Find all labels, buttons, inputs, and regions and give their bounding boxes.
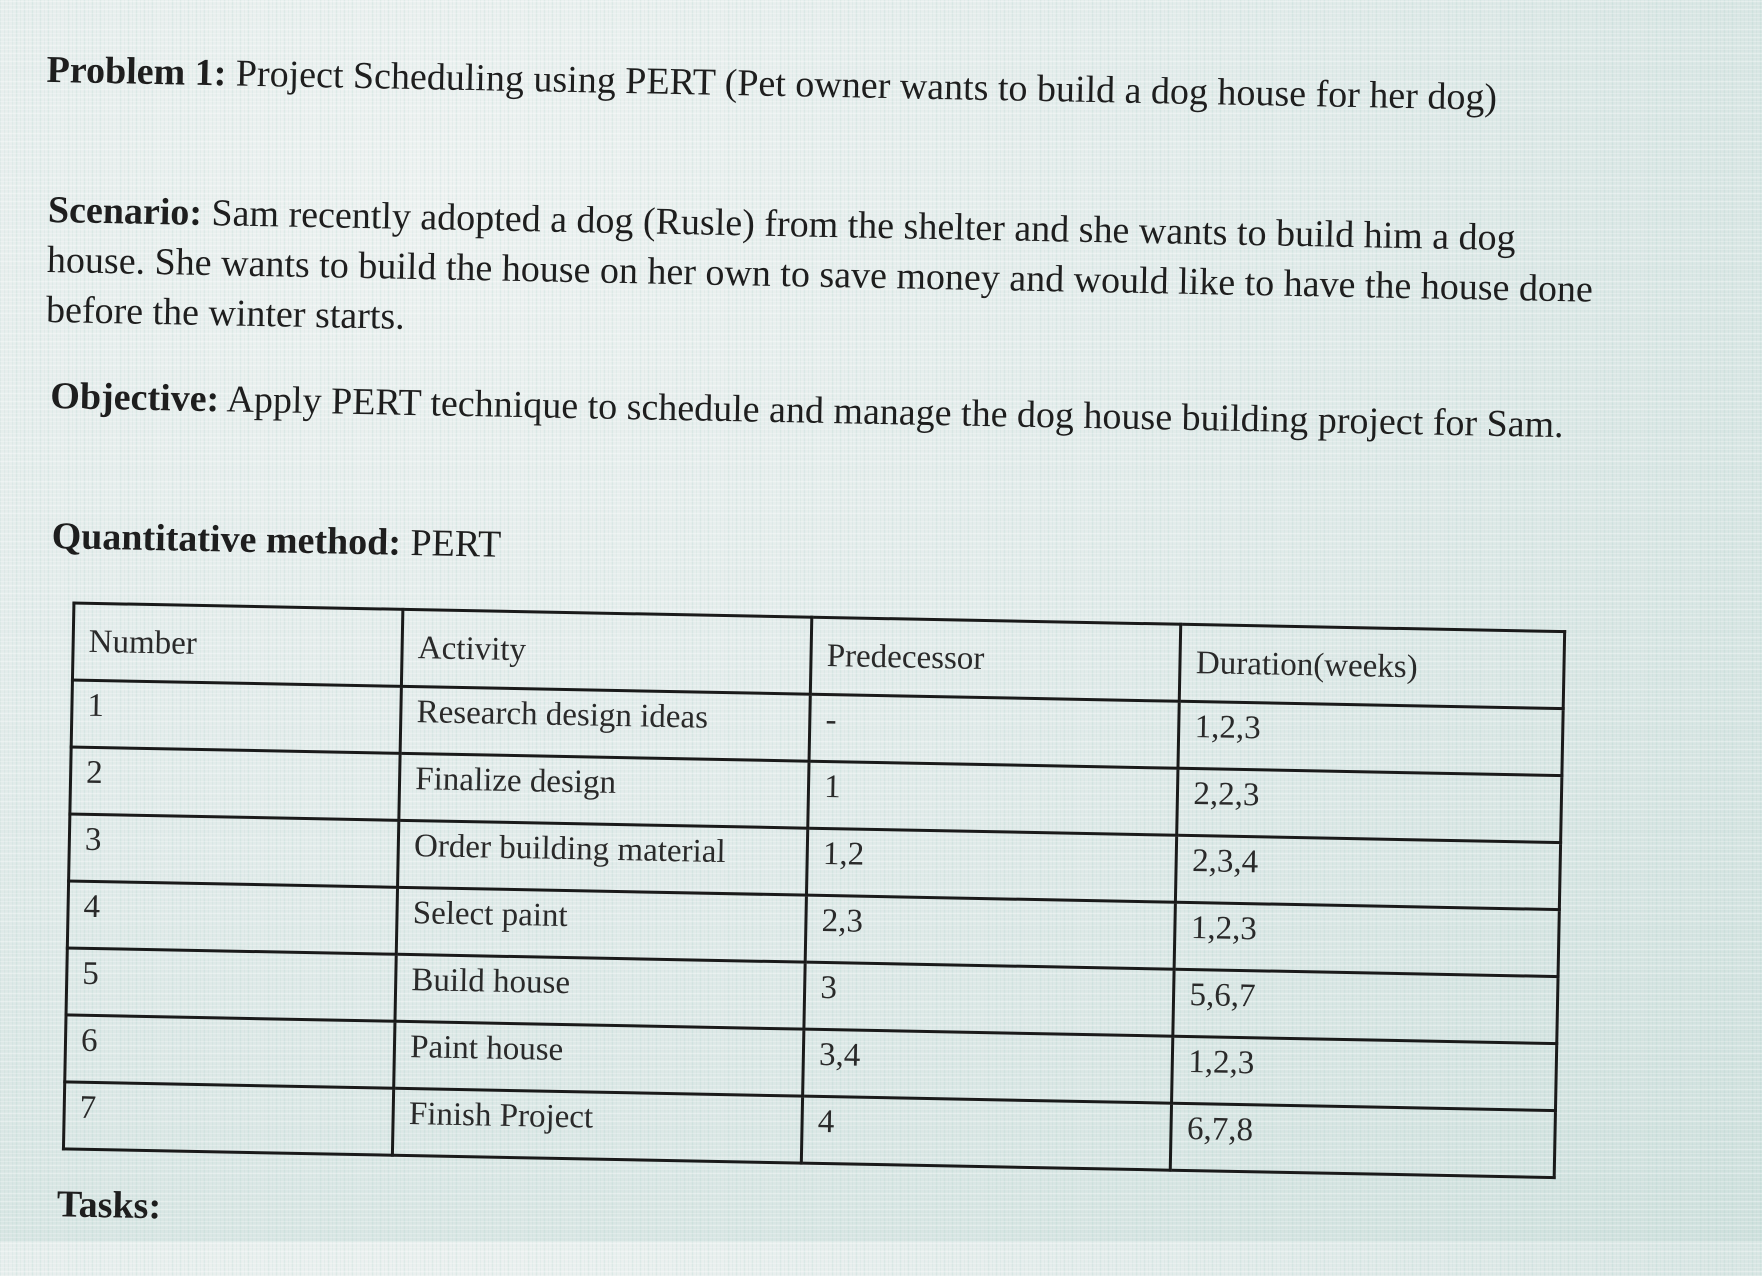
cell-predecessor: 4 (802, 1096, 1172, 1170)
problem-title (46, 45, 1647, 126)
method-paragraph (51, 511, 1252, 584)
cell-activity: Finalize design (399, 753, 809, 828)
header-predecessor: Predecessor (811, 617, 1182, 701)
cell-activity: Order building material (398, 820, 808, 895)
header-activity: Activity (402, 609, 812, 694)
cell-number: 4 (67, 881, 397, 954)
problem-label: Problem 1: (46, 48, 227, 95)
cell-number: 3 (69, 814, 399, 887)
scenario-text: Sam recently adopted a dog (Rusle) from the shelter and she wants to build him a dog house. She wants to build the house on her own to save money and would like to have the house done before the winter starts. (45, 191, 1594, 338)
objective-text: Apply PERT technique to schedule and manage the dog house building project for Sam. (218, 378, 1565, 447)
cell-duration: 2,3,4 (1176, 835, 1561, 909)
cell-number: 2 (70, 747, 400, 820)
cell-predecessor: 3 (804, 962, 1174, 1036)
objective-label: Objective: (50, 375, 220, 421)
header-number: Number (72, 603, 403, 686)
cell-activity: Build house (395, 954, 805, 1029)
cell-activity: Paint house (394, 1021, 804, 1096)
cell-number: 6 (65, 1015, 395, 1088)
scenario-label: Scenario: (47, 188, 203, 234)
cell-activity: Research design ideas (400, 686, 810, 761)
cell-duration: 6,7,8 (1171, 1103, 1556, 1177)
pert-activity-table (62, 602, 1566, 1180)
method-label: Quantitative method: (51, 515, 402, 564)
cell-predecessor: 1,2 (807, 828, 1177, 902)
cell-number: 1 (71, 680, 401, 753)
scenario-paragraph (46, 185, 1609, 365)
cell-duration: 5,6,7 (1173, 969, 1558, 1043)
cell-predecessor: 1 (808, 761, 1178, 835)
cell-duration: 1,2,3 (1175, 902, 1560, 976)
tasks-heading: Tasks: (56, 1183, 162, 1228)
cell-duration: 1,2,3 (1178, 701, 1563, 775)
cell-duration: 1,2,3 (1172, 1036, 1557, 1110)
objective-paragraph (50, 371, 1611, 451)
cell-activity: Select paint (396, 887, 806, 962)
cell-activity: Finish Project (393, 1088, 803, 1163)
cell-number: 5 (66, 948, 396, 1021)
method-text: PERT (400, 521, 502, 566)
cell-predecessor: 3,4 (803, 1029, 1173, 1103)
cell-duration: 2,2,3 (1177, 768, 1562, 842)
cell-predecessor: 2,3 (805, 895, 1175, 969)
cell-predecessor: - (809, 694, 1179, 768)
header-duration: Duration(weeks) (1180, 624, 1565, 708)
cell-number: 7 (63, 1082, 393, 1155)
problem-text: Project Scheduling using PERT (Pet owner wants to build a dog house for her dog) (225, 52, 1498, 119)
